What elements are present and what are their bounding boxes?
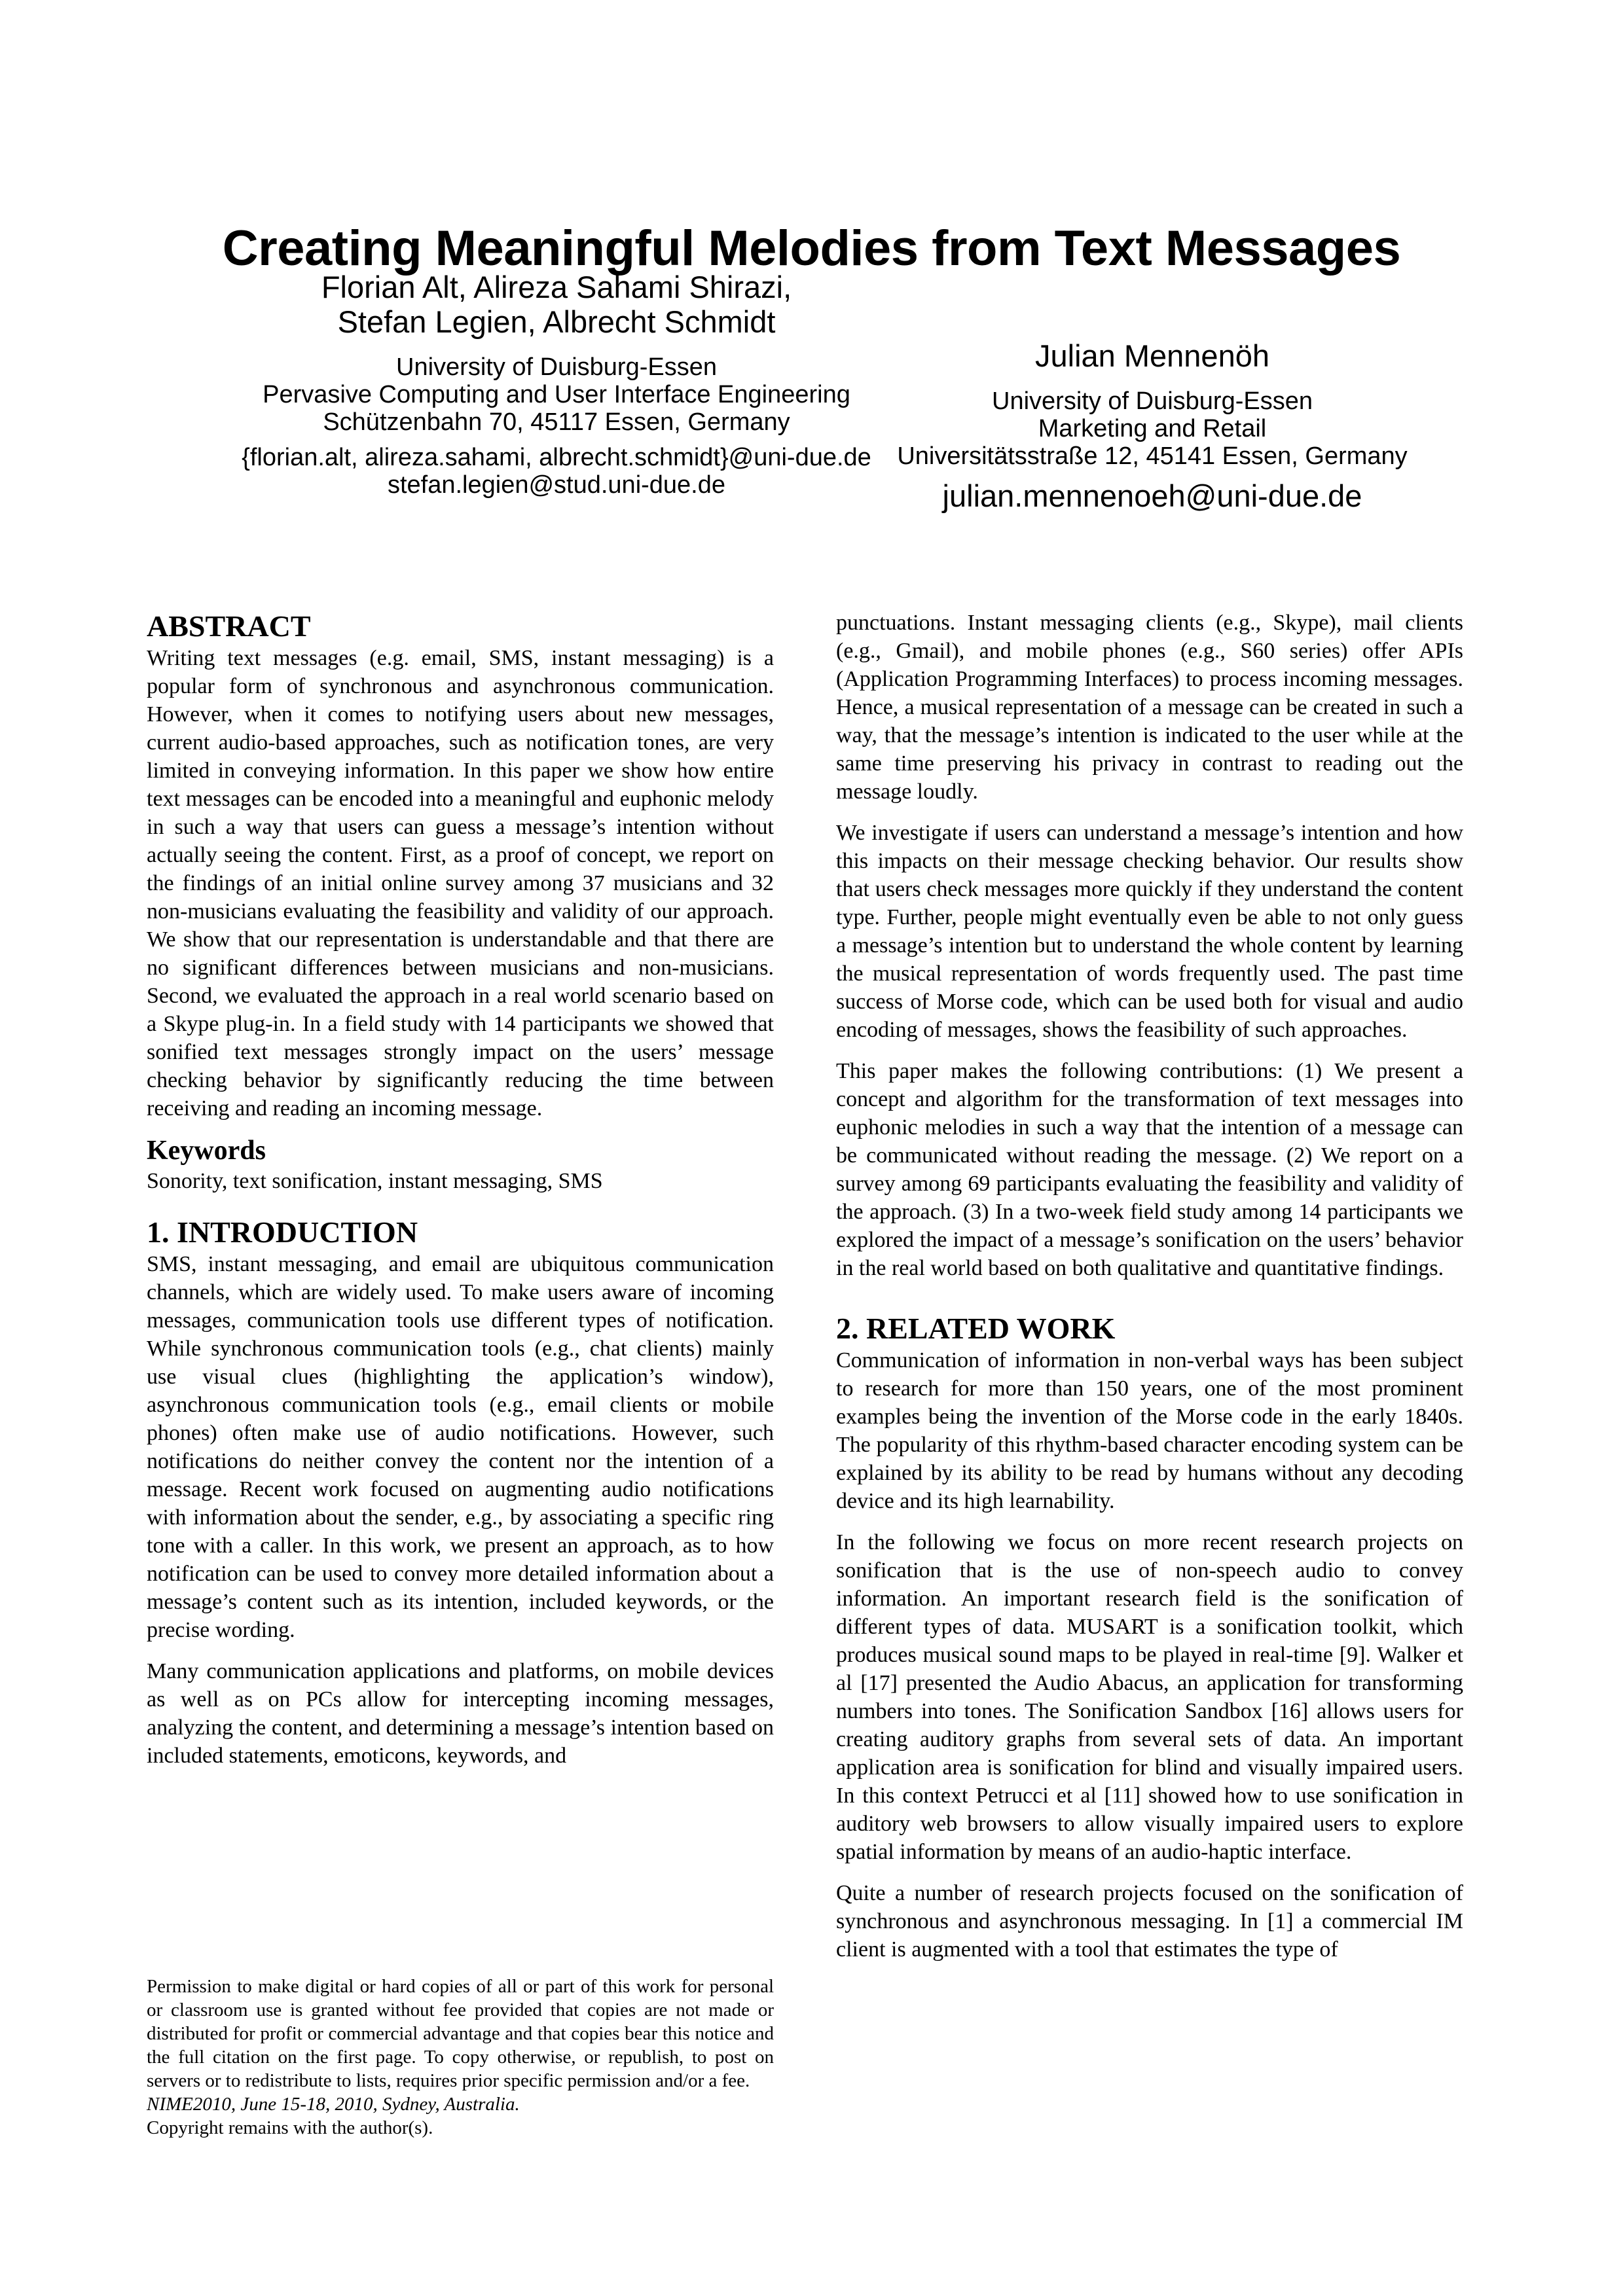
author-email: julian.mennenoeh@uni-due.de: [942, 478, 1362, 513]
introduction-paragraph-4: This paper makes the following contributions: (1) We present a concept and algorithm for the transformation of text messages into euphonic melodies in such a way that the intention of a message can be communicated without reading the message. (2) We report on a survey among 69 participants evaluating the feasibility and validity of the approach. (3) In a two-week field study among 14 participants we explored the impact of a message’s sonification on the users’ behavior in the real world based on both qualitative and quantitative findings.: [836, 1059, 1463, 1280]
author-affiliation-line-1: University of Duisburg-Essen: [992, 387, 1313, 415]
introduction-paragraph-3: We investigate if users can understand a message’s intention and how this impacts on their message checking behavior. Our results show that users check messages more quickly if they understand the content type. Further, people might eventually even be able to not only guess a message’s intention but to understand the whole content by learning the musical representation of words frequently used. The past time success of Morse code, which can be used both for visual and audio encoding of messages, shows the feasibility of such approaches.: [836, 821, 1463, 1042]
keywords-text: Sonority, text sonification, instant messaging, SMS: [147, 1169, 603, 1193]
author-affiliation-line-3: Universitätsstraße 12, 45141 Essen, Germany: [897, 442, 1408, 470]
introduction-paragraph-2: Many communication applications and platforms, on mobile devices as well as on PCs allow for intercepting incoming messages, analyzing the content, and determining a message’s intention based on included statements, emoticons, keywords, and: [147, 1659, 774, 1768]
author-affiliation-line-2: Pervasive Computing and User Interface Engineering: [263, 381, 850, 408]
author-block-right: [825, 338, 1480, 513]
right-column: [836, 609, 1463, 1964]
author-email-line-2: stefan.legien@stud.uni-due.de: [387, 471, 726, 499]
introduction-paragraph-1: SMS, instant messaging, and email are ubiquitous communication channels, which are widely used. To make users aware of incoming messages, communication tools use different types of notification. While synchronous communication tools (e.g., chat clients) mainly use visual clues (highlighting the application’s window), asynchronous communication tools (e.g., email clients or mobile phones) often make use of audio notifications. However, such notifications do neither convey the content nor the intention of a message. Recent work focused on augmenting audio notifications with information about the sender, e.g., by associating a specific ring tone with a caller. In this work, we present an approach, as to how notification can be used to convey more detailed information about a message’s content such as its intention, included keywords, or the precise wording.: [147, 1252, 774, 1642]
abstract-text: Writing text messages (e.g. email, SMS, instant messaging) is a popular form of synchronous and asynchronous communication. However, when it comes to notifying users about new messages, current audio-based approaches, such as notification tones, are very limited in conveying information. In this paper we show how entire text messages can be encoded into a meaningful and euphonic melody in such a way that users can guess a message’s intention without actually seeing the content. First, as a proof of concept, we report on the findings of an initial online survey among 37 musicians and 32 non-musicians evaluating the feasibility and validity of our approach. We show that our representation is understandable and that there are no significant differences between musicians and non-musicians. Second, we evaluated the approach in a real world scenario based on a Skype plug-in. In a field study with 14 participants we showed that sonified text messages strongly impact on the users’ message checking behavior by significantly reducing the time between receiving and reading an incoming message.: [147, 646, 774, 1121]
related-work-paragraph-2: In the following we focus on more recent research projects on sonification that is the use of non-speech audio to convey information. An important research field is the sonification of different types of data. MUSART is a sonification toolkit, which produces musical sound maps to be played in real-time [9]. Walker et al [17] presented the Audio Abacus, an application for transforming numbers into tones. The Sonification Sandbox [16] allows users for creating auditory graphs from several sets of data. An important application area is sonification for blind and visually impaired users. In this context Petrucci et al [11] showed how to use sonification in auditory web browsers to allow visually impaired users to explore spatial information by means of an audio-haptic interface.: [836, 1530, 1463, 1864]
author-name: Julian Mennenöh: [1035, 338, 1269, 373]
abstract-heading: ABSTRACT: [147, 609, 311, 643]
copyright-text: Copyright remains with the author(s).: [147, 2117, 433, 2138]
related-work-heading: 2. RELATED WORK: [836, 1312, 1116, 1345]
paper-title: Creating Meaningful Melodies from Text Messages: [222, 221, 1401, 276]
author-affiliation-line-2: Marketing and Retail: [1038, 415, 1267, 442]
left-column: [147, 609, 774, 1770]
introduction-paragraph-2-continued: punctuations. Instant messaging clients (e.g., Skype), mail clients (e.g., Gmail), and mobile phones (e.g., S60 series) offer APIs (Application Programming Interfaces) to process incoming messages. Hence, a musical representation of a message can be created in such a way, that the message’s intention is indicated to the user while at the same time preserving his privacy in contrast to reading out the message loudly.: [836, 611, 1463, 804]
author-affiliation-line-3: Schützenbahn 70, 45117 Essen, Germany: [323, 408, 790, 436]
author-affiliation-line-1: University of Duisburg-Essen: [396, 353, 717, 381]
related-work-paragraph-1: Communication of information in non-verbal ways has been subject to research for more than 150 years, one of the most prominent examples being the invention of the Morse code in the early 1840s. The popularity of this rhythm-based character encoding system can be explained by its ability to be read by humans without any decoding device and its high learnability.: [836, 1348, 1463, 1513]
author-email-line-1: {florian.alt, alireza.sahami, albrecht.schmidt}@uni-due.de: [242, 444, 871, 471]
venue-text: NIME2010, June 15-18, 2010, Sydney, Australia.: [147, 2094, 520, 2115]
introduction-heading: 1. INTRODUCTION: [147, 1215, 418, 1249]
author-names-line-2: Stefan Legien, Albrecht Schmidt: [337, 304, 776, 339]
keywords-heading: Keywords: [147, 1136, 266, 1166]
permission-text: Permission to make digital or hard copies of all or part of this work for personal or classroom use is granted without fee provided that copies are not made or distributed for profit or commercial advantage and that copies bear this notice and the full citation on the first page. To copy otherwise, or republish, to post on servers or to redistribute to lists, requires prior specific permission and/or a fee.: [147, 1976, 774, 2091]
author-names-line-1: Florian Alt, Alireza Sahami Shirazi,: [321, 270, 792, 304]
related-work-paragraph-3: Quite a number of research projects focused on the sonification of synchronous and asynchronous messaging. In [1] a commercial IM client is augmented with a tool that estimates the type of: [836, 1881, 1463, 1962]
permission-footnote: [147, 1975, 774, 2140]
